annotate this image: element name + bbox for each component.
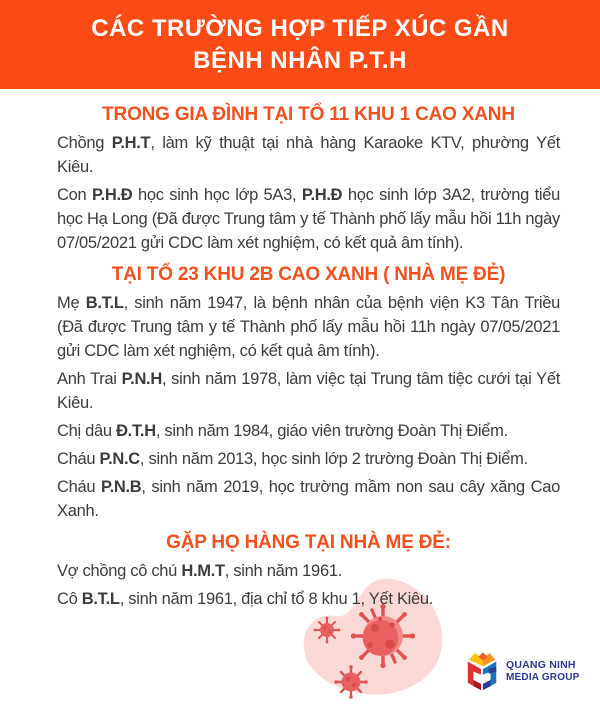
person-initials: B.T.L <box>85 294 124 312</box>
quang-ninh-logo-icon <box>463 650 501 692</box>
paragraph <box>57 447 560 471</box>
paragraph <box>57 419 560 443</box>
person-initials: Đ.T.H <box>116 422 156 440</box>
paragraph-text: , sinh năm 2019, học trường mầm non sau cây xăng Cao Xanh. <box>57 478 560 520</box>
section-heading: TRONG GIA ĐÌNH TẠI TỔ 11 KHU 1 CAO XANH <box>102 104 515 125</box>
paragraph-text: , sinh năm 1978, làm việc tại Trung tâm tiệc cưới tại Yết Kiêu. <box>57 370 560 412</box>
section-heading: GẶP HỌ HÀNG TẠI NHÀ MẸ ĐẺ: <box>166 532 451 553</box>
logo-text-line1: QUANG NINH <box>506 658 576 671</box>
media-group-logo <box>463 650 580 692</box>
header-band <box>0 0 600 89</box>
sections <box>0 89 600 611</box>
paragraph <box>57 367 560 415</box>
header-title-line1: CÁC TRƯỜNG HỢP TIẾP XÚC GẦN <box>91 14 509 42</box>
paragraph <box>57 131 560 179</box>
paragraph <box>57 587 560 611</box>
paragraph-text: , sinh năm 1961. <box>224 562 342 580</box>
paragraph <box>57 183 560 255</box>
paragraph-text: Con <box>57 186 92 204</box>
person-initials: H.M.T <box>181 562 225 580</box>
header-title-line2: BỆNH NHÂN P.T.H <box>193 46 407 74</box>
paragraph-text: Mẹ <box>57 294 86 312</box>
paragraph <box>57 291 560 363</box>
person-initials: P.H.Đ <box>91 186 133 204</box>
paragraph-text: , sinh năm 2013, học sinh lớp 2 trường Đoàn Thị Điểm. <box>139 450 528 468</box>
paragraph-text: học sinh học lớp 5A3, <box>132 186 302 204</box>
paragraph-text: Cô <box>57 590 82 608</box>
paragraph-text: học sinh lớp 3A2, trường tiểu học Hạ Long (Đã được Trung tâm y tế Thành phố lấy mẫu hồi 11h ngày 07/05/2021 gửi CDC làm xét nghiệm, có kết quả âm tính). <box>57 186 561 252</box>
paragraph <box>57 475 560 523</box>
paragraph-text: Chị dâu <box>57 422 117 440</box>
paragraph-text: Vợ chồng cô chú <box>57 562 182 580</box>
paragraph-text: Chồng <box>57 134 112 152</box>
paragraph-text: , sinh năm 1984, giáo viên trường Đoàn Thị Điểm. <box>155 422 508 440</box>
paragraph-text: Anh Trai <box>57 370 122 388</box>
paragraph-text: , sinh năm 1961, địa chỉ tổ 8 khu 1, Yết Kiêu. <box>119 590 434 608</box>
person-initials: P.N.H <box>121 370 162 388</box>
person-initials: P.N.C <box>99 450 140 468</box>
paragraph-text: , sinh năm 1947, là bệnh nhân của bệnh viện K3 Tân Triều (Đã được Trung tâm y tế Thành phố lấy mẫu hồi 11h ngày 07/05/2021 gửi CDC làm xét nghiệm, có kết quả âm tính). <box>57 294 560 360</box>
person-initials: P.N.B <box>101 478 142 496</box>
paragraph-text: Cháu <box>57 478 101 496</box>
person-initials: B.T.L <box>81 590 120 608</box>
paragraph <box>57 559 560 583</box>
person-initials: P.H.Đ <box>301 186 343 204</box>
person-initials: P.H.T <box>111 134 151 152</box>
section-heading: TẠI TỔ 23 KHU 2B CAO XANH ( NHÀ MẸ ĐẺ) <box>111 264 506 285</box>
paragraph-text: , làm kỹ thuật tại nhà hàng Karaoke KTV, phường Yết Kiêu. <box>57 134 561 176</box>
logo-text-line2: MEDIA GROUP <box>506 671 580 683</box>
paragraph-text: Cháu <box>57 450 100 468</box>
